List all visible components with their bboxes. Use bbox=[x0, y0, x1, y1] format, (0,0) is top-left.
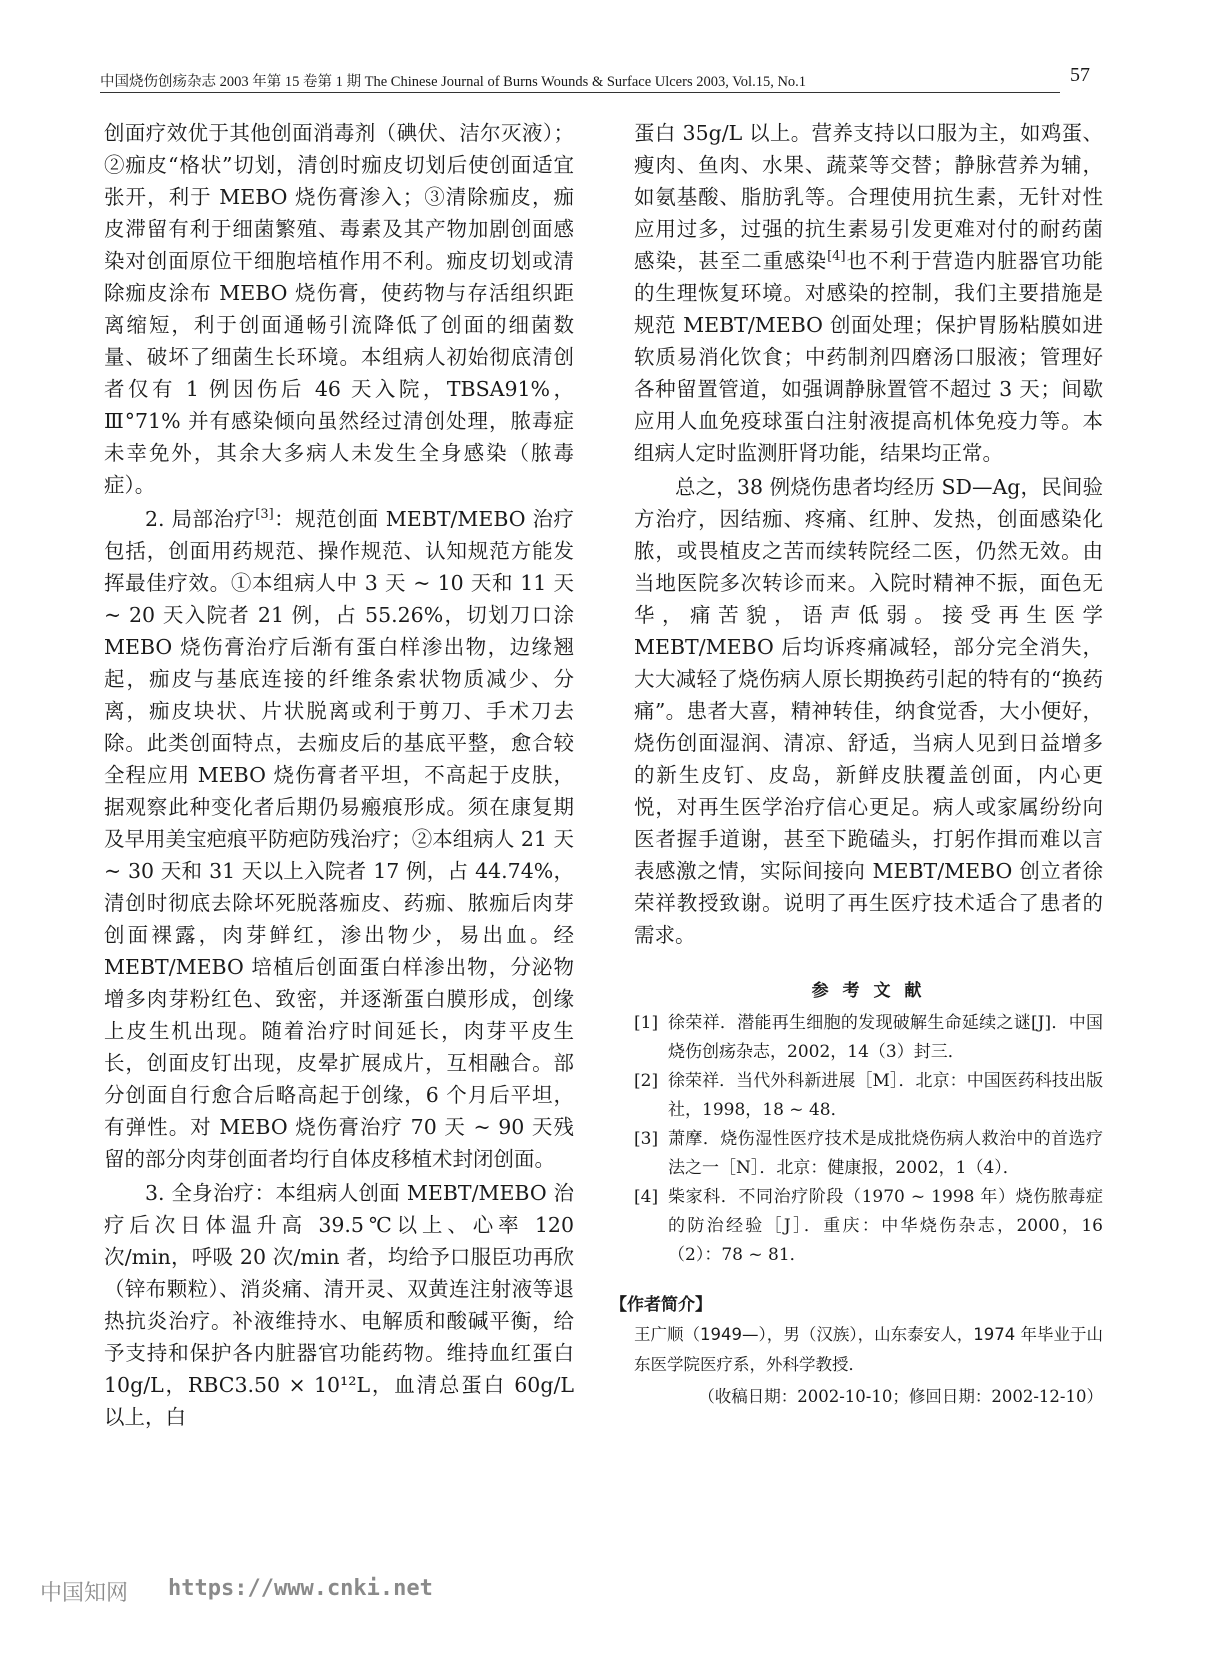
reference-number: [4] bbox=[634, 1187, 659, 1207]
reference-number: [2] bbox=[634, 1071, 659, 1091]
reference-text: 柴家科．不同治疗阶段（1970 ~ 1998 年）烧伤脓毒症的防治经验［J］．重庆：中华烧伤杂志，2000，16（2）：78 ~ 81． bbox=[668, 1187, 1103, 1265]
citation-ref-3: [3] bbox=[255, 507, 274, 522]
paragraph-local-treatment bbox=[104, 503, 574, 1175]
left-column bbox=[104, 117, 574, 1433]
reference-text: 徐荣祥．潜能再生细胞的发现破解生命延续之谜[J]．中国烧伤创疡杂志，2002，14（3）封三． bbox=[668, 1013, 1103, 1062]
paragraph-systemic-treatment: 3. 全身治疗：本组病人创面 MEBT/MEBO 治疗后次日体温升高 39.5℃以上、心率 120 次/min，呼吸 20 次/min 者，均给予口服臣功再欣（锌布颗粒）、消炎痛、清开灵、双黄连注射液等退热抗炎治疗。补液维持水、电解质和酸碱平衡，给予支持和保护各内脏器官功能药物。维持血红蛋白 10g/L，RBC3.50 × 10¹²L，血清总蛋白 60g/L 以上，白 bbox=[104, 1181, 574, 1429]
paragraph: 创面疗效优于其他创面消毒剂（碘伏、洁尔灭液）；②痂皮“格状”切划，清创时痂皮切划后使创面适宜张开，利于 MEBO 烧伤膏渗入；③清除痂皮，痂皮滞留有利于细菌繁殖、毒素及其产物加剧创面感染对创面原位干细胞培植作用不利。痂皮切划或清除痂皮涂布 MEBO 烧伤膏，使药物与存活组织距离缩短，利于创面通畅引流降低了创面的细菌数量、破坏了细菌生长环境。本组病人初始彻底清创者仅有 1 例因伤后 46 天入院，TBSA91%，Ⅲ°71% 并有感染倾向虽然经过清创处理，脓毒症未幸免外，其余大多病人未发生全身感染（脓毒症）。 bbox=[104, 121, 574, 497]
reference-text: 徐荣祥．当代外科新进展［M］．北京：中国医药科技出版社，1998，18 ~ 48． bbox=[668, 1071, 1103, 1120]
right-column bbox=[610, 117, 1104, 1412]
paragraph-summary: 总之，38 例烧伤患者均经历 SD—Ag，民间验方治疗，因结痂、疼痛、红肿、发热，创面感染化脓，或畏植皮之苦而续转院经二医，仍然无效。由当地医院多次转诊而来。入院时精神不振，面色无华，痛苦貌，语声低弱。接受再生医学 MEBT/MEBO 后均诉疼痛减轻，部分完全消失，大大减轻了烧伤病人原长期换药引起的特有的“换药痛”。患者大喜，精神转佳，纳食觉香，大小便好，烧伤创面湿润、清凉、舒适，当病人见到日益增多的新生皮钉、皮岛，新鲜皮肤覆盖创面，内心更悦，对再生医学治疗信心更足。病人或家属纷纷向医者握手道谢，甚至下跪磕头，打躬作揖而难以言表感激之情，实际间接向 MEBT/MEBO 创立者徐荣祥教授致谢。说明了再生医疗技术适合了患者的需求。 bbox=[634, 475, 1103, 947]
reference-number: [1] bbox=[634, 1013, 659, 1033]
reference-item bbox=[634, 1183, 1103, 1270]
journal-header-text: 中国烧伤创疡杂志 2003 年第 15 卷第 1 期 The Chinese Journal of Burns Wounds & Surface Ulcers 2003, Vol.15, No.1 bbox=[100, 74, 807, 90]
reference-list bbox=[634, 1009, 1103, 1270]
reference-item bbox=[634, 1125, 1103, 1183]
paragraph-continued bbox=[634, 117, 1103, 469]
reference-item bbox=[634, 1009, 1103, 1067]
cnki-watermark-logo: 中国知网 bbox=[40, 1581, 129, 1606]
references-heading: 参 考 文 献 bbox=[811, 981, 926, 1001]
page-number: 57 bbox=[1070, 64, 1090, 86]
paragraph-part: 蛋白 35g/L 以上。营养支持以口服为主，如鸡蛋、瘦肉、鱼肉、水果、蔬菜等交替；静脉营养为辅，如氨基酸、脂肪乳等。合理使用抗生素，无针对性应用过多，过强的抗生素易引发更难对付的耐药菌感染，甚至二重感染 bbox=[634, 121, 1103, 273]
local-treatment-heading: 2. 局部治疗 bbox=[145, 507, 256, 531]
citation-ref-4: [4] bbox=[827, 249, 846, 264]
reference-item bbox=[634, 1067, 1103, 1125]
author-bio: 王广顺（1949—），男（汉族），山东泰安人，1974 年毕业于山东医学院医疗系，外科学教授． bbox=[634, 1325, 1103, 1374]
author-bio-heading: 【作者简介】 bbox=[610, 1295, 712, 1315]
local-treatment-body: ：规范创面 MEBT/MEBO 治疗包括，创面用药规范、操作规范、认知规范方能发挥最佳疗效。①本组病人中 3 天 ~ 10 天和 11 天 ~ 20 天入院者 21 例，占 55.26%，切划刀口涂 MEBO 烧伤膏治疗后渐有蛋白样渗出物，边缘翘起，痂皮与基底连接的纤维条索状物质减少、分离，痂皮块状、片状脱离或利于剪刀、手术刀去除。此类创面特点，去痂皮后的基底平整，愈合较全程应用 MEBO 烧伤膏者平坦，不高起于皮肤，据观察此种变化者后期仍易瘢痕形成。须在康复期及早用美宝疤痕平防疤防残治疗；②本组病人 21 天 ~ 30 天和 31 天以上入院者 17 例，占 44.74%，清创时彻底去除坏死脱落痂皮、药痂、脓痂后肉芽创面裸露，肉芽鲜红，渗出物少，易出血。经 MEBT/MEBO 培植后创面蛋白样渗出物，分泌物增多肉芽粉红色、致密，并逐渐蛋白膜形成，创缘上皮生机出现。随着治疗时间延长，肉芽平皮生长，创面皮钉出现，皮晕扩展成片，互相融合。部分创面自行愈合后略高起于创缘，6 个月后平坦，有弹性。对 MEBO 烧伤膏治疗 70 天 ~ 90 天残留的部分肉芽创面者均行自体皮移植术封闭创面。 bbox=[104, 507, 574, 1171]
cnki-watermark-url: https://www.cnki.net bbox=[168, 1576, 433, 1601]
running-header bbox=[100, 64, 1090, 93]
received-dates: （收稿日期：2002-10-10；修回日期：2002-12-10） bbox=[698, 1387, 1103, 1406]
reference-number: [3] bbox=[634, 1129, 659, 1149]
reference-text: 萧摩．烧伤湿性医疗技术是成批烧伤病人救治中的首选疗法之一［N］．北京：健康报，2002，1（4）． bbox=[668, 1129, 1103, 1178]
paragraph-part: 也不利于营造内脏器官功能的生理恢复环境。对感染的控制，我们主要措施是规范 MEBT/MEBO 创面处理；保护胃肠粘膜如进软质易消化饮食；中药制剂四磨汤口服液；管理好各种留置管道，如强调静脉置管不超过 3 天；间歇应用人血免疫球蛋白注射液提高机体免疫力等。本组病人定时监测肝肾功能，结果均正常。 bbox=[634, 249, 1104, 465]
